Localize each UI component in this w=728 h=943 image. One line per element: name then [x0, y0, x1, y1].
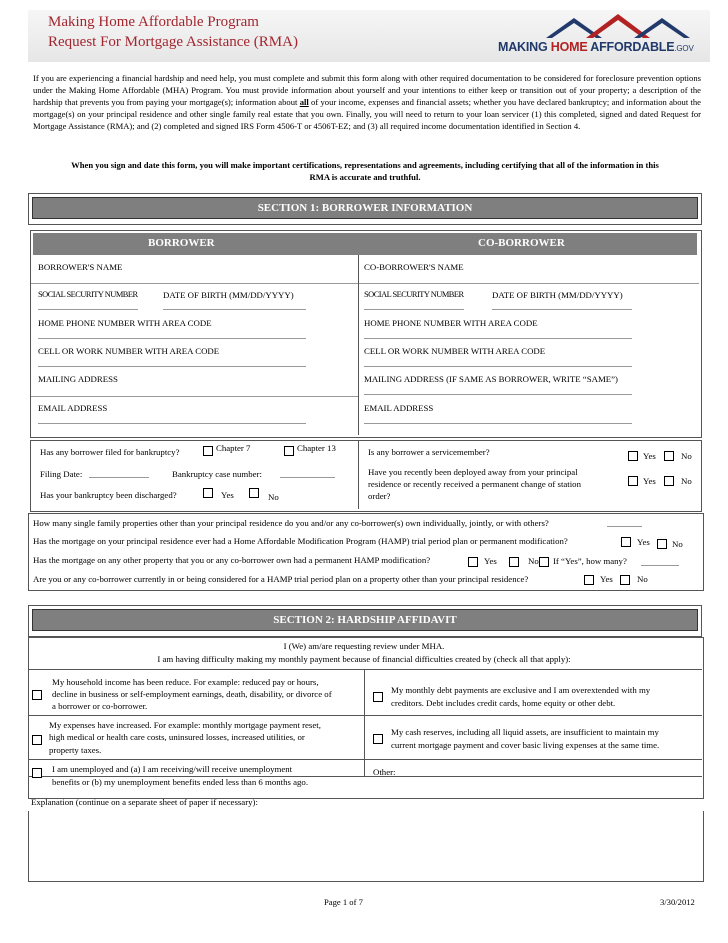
explanation-label: Explanation (continue on a separate sheet of paper if necessary): [31, 797, 258, 807]
discharged-no-label: No [268, 492, 279, 502]
hamp-trial-yes-label: Yes [600, 574, 613, 584]
case-number-field[interactable] [280, 477, 335, 478]
deployed-question-line2: residence or recently received a permanent change of station [368, 479, 581, 489]
expenses-increased-checkbox[interactable] [32, 735, 42, 745]
hamp-other-followup: If “Yes”, how many? [553, 556, 627, 566]
properties-count-question: How many single family properties other than your principal residence do you and/or any co-borrower(s) own individually, jointly, or with others? [33, 518, 549, 528]
cash-reserves-text-2: current mortgage payment and cover basic living expenses at the same time. [391, 740, 660, 750]
borrower-dob-label: DATE OF BIRTH (MM/DD/YYYY) [163, 290, 294, 300]
divider [28, 715, 702, 716]
borrower-mailing-label: MAILING ADDRESS [38, 374, 118, 384]
discharged-question: Has your bankruptcy been discharged? [40, 490, 177, 500]
coborrower-cell-phone-label: CELL OR WORK NUMBER WITH AREA CODE [364, 346, 546, 356]
coborrower-dob-field[interactable] [492, 309, 632, 310]
column-divider [358, 255, 359, 435]
debt-overextended-checkbox[interactable] [373, 692, 383, 702]
hamp-followup-checkbox[interactable] [539, 557, 549, 567]
hamp-principal-question: Has the mortgage on your principal residence ever had a Home Affordable Modification Program (HAMP) trial period plan or permanent modification? [33, 536, 568, 546]
deployed-no-checkbox[interactable] [664, 476, 674, 486]
hamp-principal-no-checkbox[interactable] [657, 539, 667, 549]
hamp-trial-no-label: No [637, 574, 648, 584]
debt-overextended-text-1: My monthly debt payments are exclusive and I am overextended with my [391, 685, 651, 695]
deployed-yes-label: Yes [643, 476, 656, 486]
servicemember-yes-checkbox[interactable] [628, 451, 638, 461]
borrower-dob-field[interactable] [163, 309, 306, 310]
borrower-ssn-label: SOCIAL SECURITY NUMBER [38, 290, 138, 299]
discharged-yes-checkbox[interactable] [203, 488, 213, 498]
hamp-other-no-label: No [528, 556, 539, 566]
cash-reserves-text-1: My cash reserves, including all liquid assets, are insufficient to maintain my [391, 727, 659, 737]
servicemember-no-label: No [681, 451, 692, 461]
column-divider [358, 441, 359, 509]
discharged-yes-label: Yes [221, 490, 234, 500]
divider [31, 283, 358, 284]
bankruptcy-question: Has any borrower filed for bankruptcy? [40, 447, 180, 457]
hamp-other-question: Has the mortgage on any other property that you or any co-borrower own had a permanent HAMP modification? [33, 555, 431, 565]
deployed-no-label: No [681, 476, 692, 486]
deployed-yes-checkbox[interactable] [628, 476, 638, 486]
hamp-trial-yes-checkbox[interactable] [584, 575, 594, 585]
page-number: Page 1 of 7 [324, 897, 363, 907]
borrower-cell-phone-label: CELL OR WORK NUMBER WITH AREA CODE [38, 346, 220, 356]
borrower-home-phone-label: HOME PHONE NUMBER WITH AREA CODE [38, 318, 212, 328]
coborrower-mailing-field[interactable] [364, 394, 632, 395]
hamp-trial-question: Are you or any co-borrower currently in or being considered for a HAMP trial period plan on a property other than your principal residence? [33, 574, 529, 584]
hamp-other-yes-checkbox[interactable] [468, 557, 478, 567]
income-reduced-checkbox[interactable] [32, 690, 42, 700]
explanation-field[interactable] [28, 811, 704, 882]
servicemember-no-checkbox[interactable] [664, 451, 674, 461]
debt-overextended-text-2: creditors. Debt includes credit cards, home equity or other debt. [391, 698, 616, 708]
servicemember-yes-label: Yes [643, 451, 656, 461]
coborrower-home-phone-label: HOME PHONE NUMBER WITH AREA CODE [364, 318, 538, 328]
divider [359, 283, 699, 284]
servicemember-question: Is any borrower a servicemember? [368, 447, 490, 457]
divider [31, 396, 358, 397]
borrower-email-label: EMAIL ADDRESS [38, 403, 108, 413]
coborrower-email-field[interactable] [364, 423, 632, 424]
chapter13-label: Chapter 13 [297, 443, 336, 453]
borrower-home-phone-field[interactable] [38, 338, 306, 339]
discharged-no-checkbox[interactable] [249, 488, 259, 498]
deployed-question-line3: order? [368, 491, 391, 501]
revision-date: 3/30/2012 [660, 897, 695, 907]
section1-title: SECTION 1: BORROWER INFORMATION [32, 197, 698, 219]
hardship-instruction: I am having difficulty making my monthly payment because of financial difficulties created by (check all that apply): [157, 654, 571, 664]
hamp-other-no-checkbox[interactable] [509, 557, 519, 567]
coborrower-mailing-label: MAILING ADDRESS (IF SAME AS BORROWER, WRITE “SAME”) [364, 374, 618, 384]
borrower-name-label: BORROWER'S NAME [38, 262, 123, 272]
house-roofs-icon [526, 12, 706, 40]
divider [28, 759, 702, 760]
hamp-other-yes-label: Yes [484, 556, 497, 566]
mha-review-statement: I (We) am/are requesting review under MHA. [283, 641, 445, 651]
coborrower-dob-label: DATE OF BIRTH (MM/DD/YYYY) [492, 290, 623, 300]
other-hardship-label: Other: [373, 767, 396, 777]
deployed-question-line1: Have you recently been deployed away from your principal [368, 467, 578, 477]
borrower-email-field[interactable] [38, 423, 306, 424]
chapter7-checkbox[interactable] [203, 446, 213, 456]
expenses-increased-text-1: My expenses have increased. For example: monthly mortgage payment reset, [49, 720, 321, 730]
coborrower-heading: CO-BORROWER [478, 237, 565, 249]
filing-date-label: Filing Date: [40, 469, 83, 479]
income-reduced-text-2: decline in business or self-employment earnings, death, disability, or divorce of [52, 689, 332, 699]
hamp-other-count-field[interactable] [641, 565, 679, 566]
expenses-increased-text-2: high medical or health care costs, uninsured losses, increased utilities, or [49, 732, 305, 742]
mha-logo: MAKING HOME AFFORDABLE.GOV [498, 40, 694, 54]
borrower-ssn-field[interactable] [38, 309, 138, 310]
hamp-trial-no-checkbox[interactable] [620, 575, 630, 585]
coborrower-home-phone-field[interactable] [364, 338, 632, 339]
hamp-principal-no-label: No [672, 539, 683, 549]
chapter13-checkbox[interactable] [284, 446, 294, 456]
borrower-header-bar [33, 233, 697, 255]
form-title: Request For Mortgage Assistance (RMA) [48, 34, 298, 50]
unemployed-text-1: I am unemployed and (a) I am receiving/will receive unemployment [52, 764, 293, 774]
certification-notice: When you sign and date this form, you will make important certifications, representations and agreements, including certifying that all of the information in this RMA is accurate and truthful. [71, 160, 659, 182]
program-title: Making Home Affordable Program [48, 14, 259, 30]
unemployed-text-2: benefits or (b) my unemployment benefits ended less than 6 months ago. [52, 777, 309, 787]
form-header [28, 10, 710, 62]
coborrower-ssn-field[interactable] [364, 309, 464, 310]
coborrower-ssn-label: SOCIAL SECURITY NUMBER [364, 290, 464, 299]
coborrower-email-label: EMAIL ADDRESS [364, 403, 434, 413]
properties-count-field[interactable] [607, 526, 642, 527]
unemployed-checkbox[interactable] [32, 768, 42, 778]
cash-reserves-checkbox[interactable] [373, 734, 383, 744]
borrower-cell-phone-field[interactable] [38, 366, 306, 367]
coborrower-cell-phone-field[interactable] [364, 366, 632, 367]
intro-paragraph: If you are experiencing a financial hardship and need help, you must complete and submit this form along with other required documentation to be considered for foreclosure prevention options under the Making Home Affordable (MHA) Program. You must provide information about yourself and your intentions to either keep or transition out of your property; a description of the hardship that prevents you from paying your mortgage(s); information about all of your income, expenses and financial assets; whether you have declared bankruptcy; and information about the mortgage(s) on your principal residence and other single family real estate that you own. Finally, you will need to return to your loan servicer (1) this completed, signed and dated Request for Mortgage Assistance (RMA); and (2) completed and signed IRS Form 4506-T or 4506T-EZ; and (3) all required income documentation identified in Section 4. [33, 73, 701, 131]
income-reduced-text-3: a borrower or co-borrower. [52, 701, 148, 711]
filing-date-field[interactable] [89, 477, 149, 478]
divider [28, 669, 702, 670]
coborrower-name-label: CO-BORROWER'S NAME [364, 262, 464, 272]
case-number-label: Bankruptcy case number: [172, 469, 262, 479]
income-reduced-text-1: My household income has been reduce. For example: reduced pay or hours, [52, 677, 319, 687]
hamp-principal-yes-label: Yes [637, 537, 650, 547]
section2-title: SECTION 2: HARDSHIP AFFIDAVIT [32, 609, 698, 631]
borrower-heading: BORROWER [148, 237, 215, 249]
chapter7-label: Chapter 7 [216, 443, 251, 453]
hamp-principal-yes-checkbox[interactable] [621, 537, 631, 547]
expenses-increased-text-3: property taxes. [49, 745, 102, 755]
